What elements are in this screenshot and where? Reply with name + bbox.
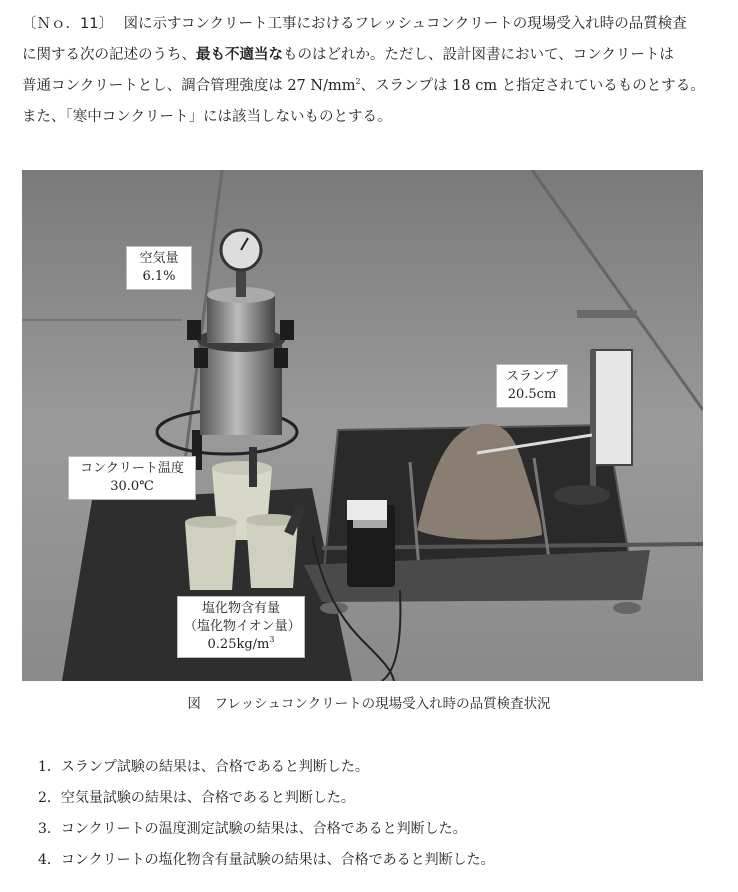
question-emphasis: 最も不適当な [196,47,283,63]
question-text-4: また、「寒中コンクリート」には該当しないものとする。 [22,109,392,125]
figure-caption: 図 フレッシュコンクリートの現場受入れ時の品質検査状況 [187,696,551,712]
concrete-temperature-title: コンクリート温度 [80,461,184,476]
question-line-1 [22,14,687,34]
slump-title: スランプ [505,369,558,384]
chloride-content-label [177,596,305,658]
chloride-value-superscript: 3 [269,635,275,644]
question-line-2 [22,45,674,65]
choice-4[interactable]: 4．コンクリートの塩化物含有量試験の結果は、合格であると判断した。 [38,852,495,868]
choice-2[interactable]: 2．空気量試験の結果は、合格であると判断した。 [38,790,355,806]
question-line-3 [22,76,705,96]
question-line-4 [22,107,391,127]
chloride-value-number: 0.25kg/m [207,637,270,652]
question-text-3b: 、スランプは 18 cm と指定されているものとする。 [360,78,705,94]
question-text-2b: ものはどれか。ただし、設計図書において、コンクリートは [283,47,674,63]
choice-1[interactable]: 1．スランプ試験の結果は、合格であると判断した。 [38,759,369,775]
choice-3[interactable]: 3．コンクリートの温度測定試験の結果は、合格であると判断した。 [38,821,467,837]
air-content-value: 6.1% [142,269,176,284]
unit-superscript: 2 [355,77,361,86]
chloride-content-value [184,636,298,654]
inspection-photo [22,170,703,681]
air-content-title: 空気量 [139,251,179,266]
question-text-3a: 普通コンクリートとし、調合管理強度は 27 N/mm [22,78,356,94]
chloride-content-title: 塩化物含有量 [201,601,280,616]
slump-value: 20.5cm [507,387,557,402]
concrete-temperature-value: 30.0℃ [110,479,154,494]
air-content-label [126,246,192,290]
slump-label [496,364,568,408]
question-text-2a: に関する次の記述のうち、 [22,47,196,63]
question-number: 〔Ｎｏ．11〕 [22,16,113,32]
question-text-1: 図に示すコンクリート工事におけるフレッシュコンクリートの現場受入れ時の品質検査 [123,16,687,32]
inspection-photo-illustration [22,170,703,681]
chloride-content-subtitle: （塩化物イオン量） [184,619,301,634]
concrete-temperature-label [68,456,196,500]
